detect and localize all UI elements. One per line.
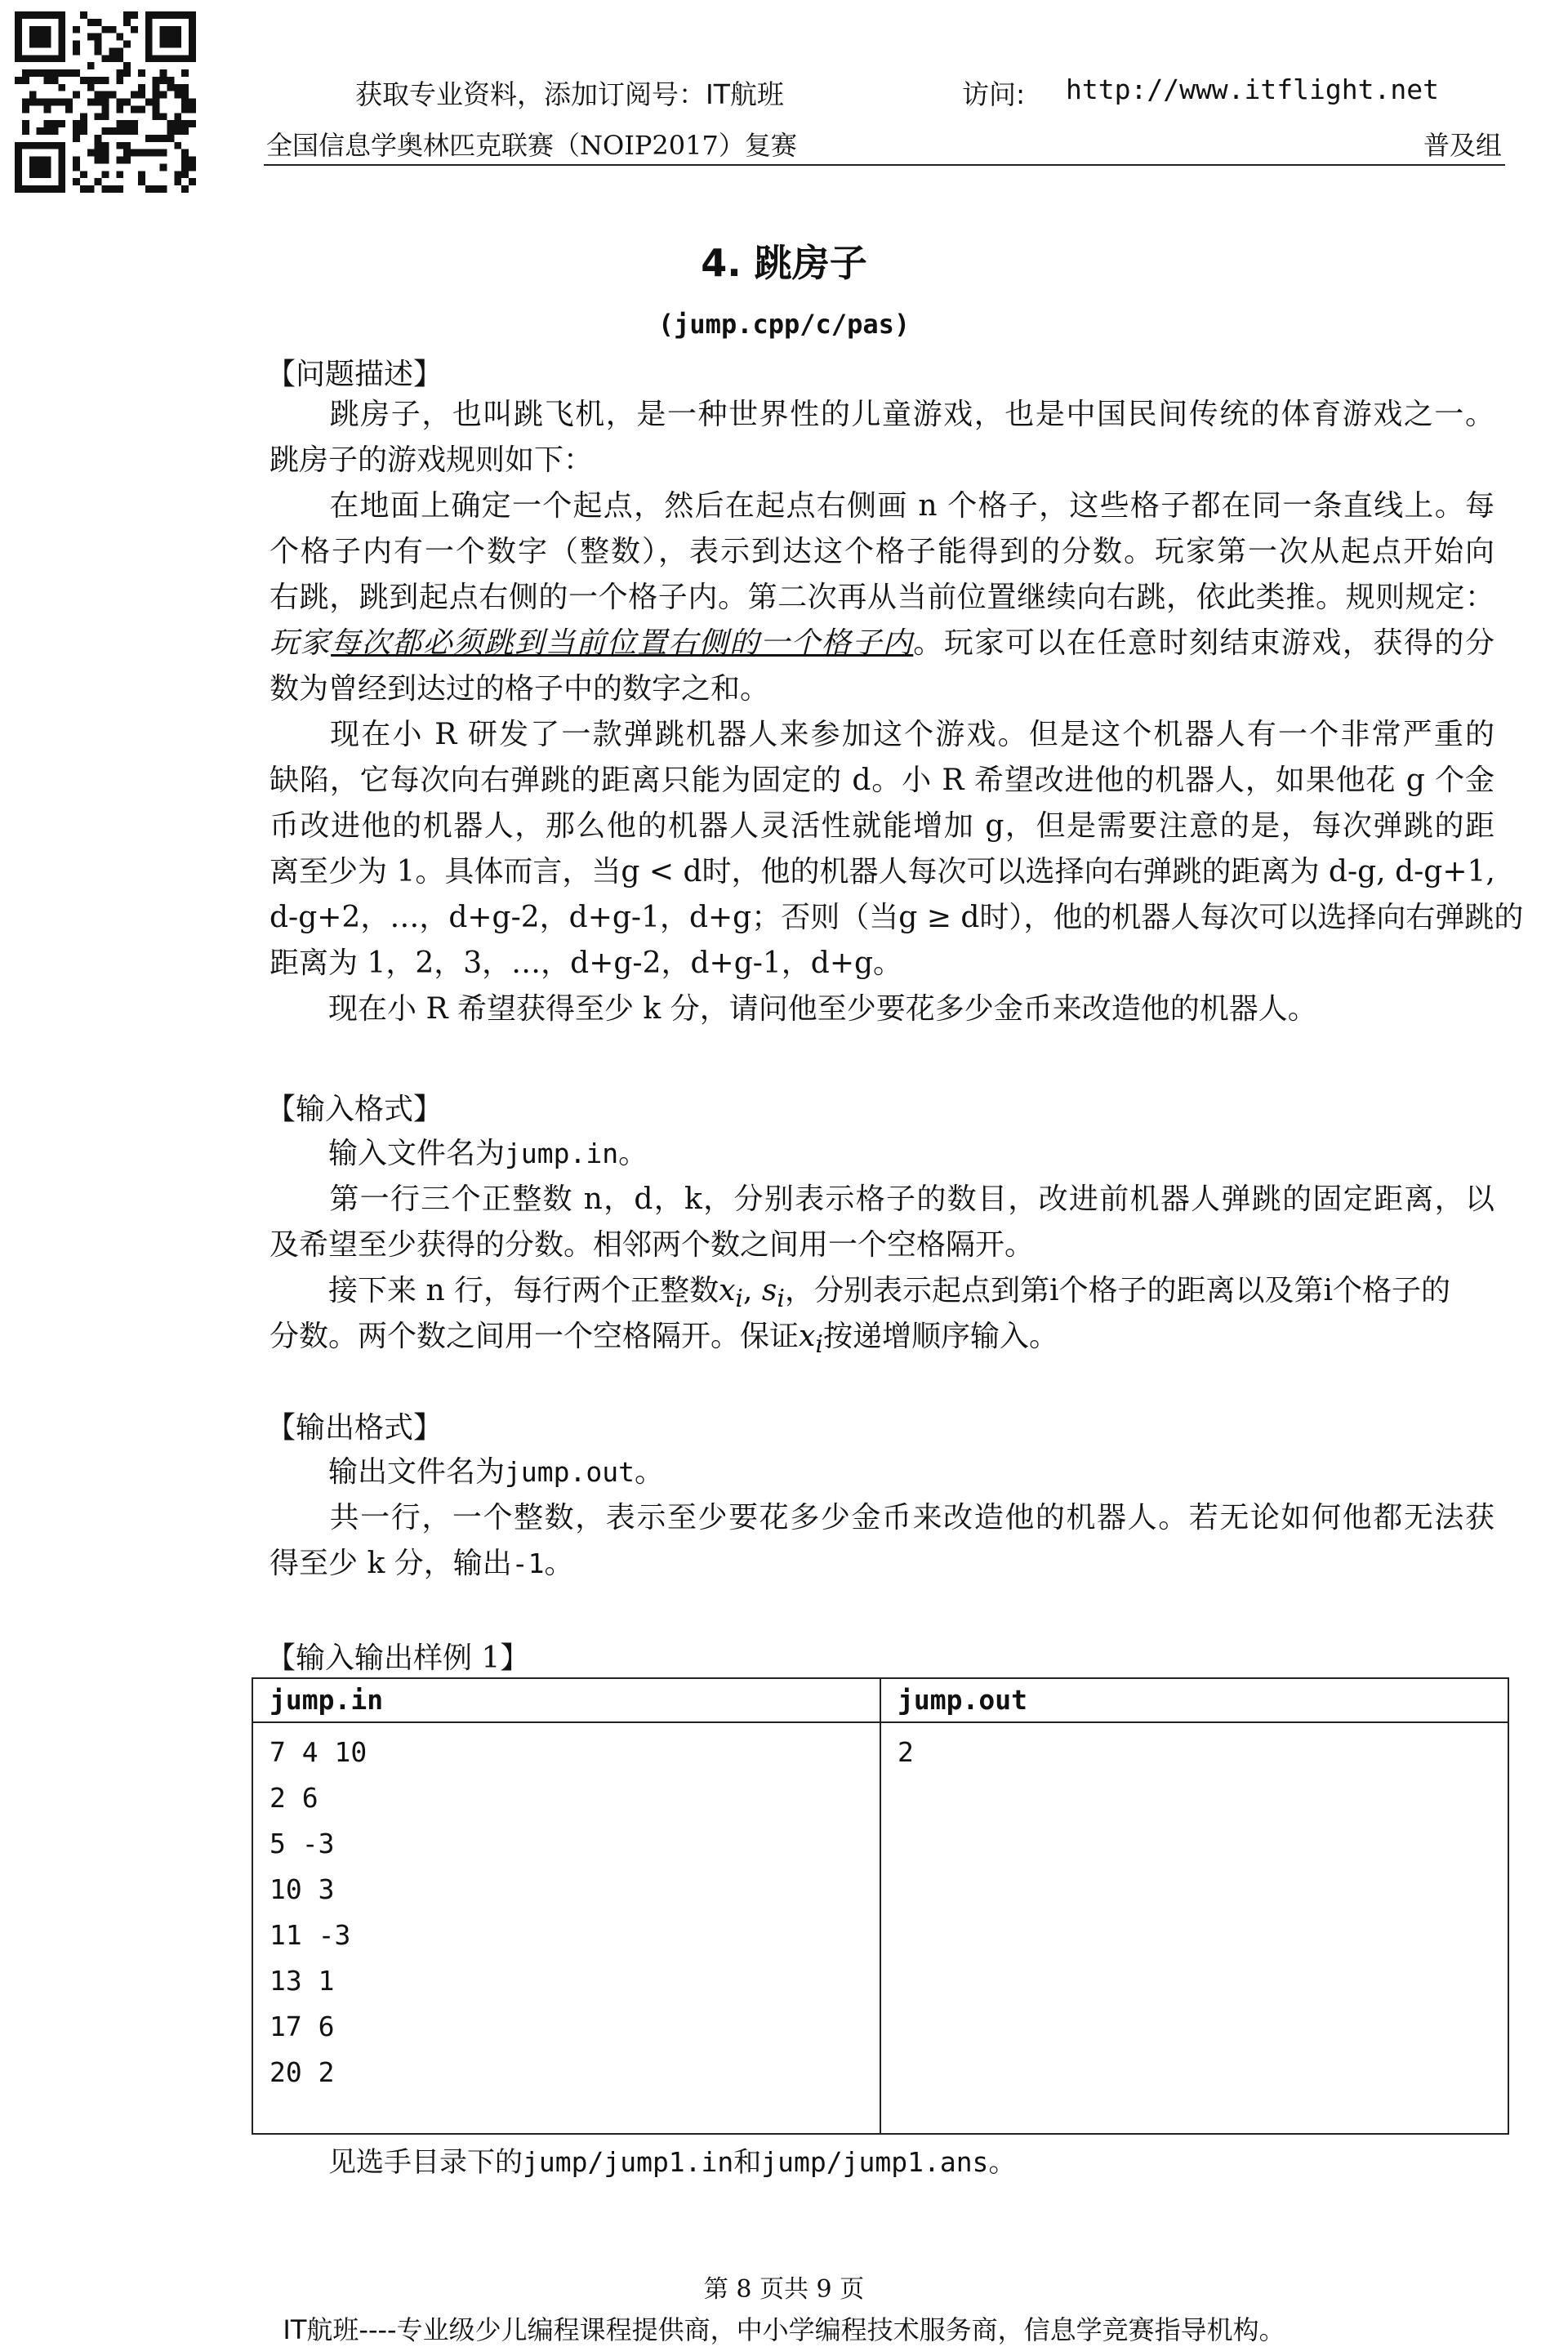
footer-promo: IT航班----专业级少儿编程课程提供商，中小学编程技术服务商，信息学竞赛指导机构。 bbox=[283, 2314, 1285, 2345]
text-span: 跳房子，也叫跳飞机，是一种世界性的儿童游戏，也是中国民间传统的体育游戏之一。 bbox=[328, 398, 1494, 431]
promo-label: 获取专业资料，添加订阅号：IT航班 bbox=[355, 78, 784, 110]
text-span: 按递增顺序输入。 bbox=[822, 1320, 1058, 1353]
text-span: 右跳，跳到起点右侧的一个格子内。第二次再从当前位置继续向右跳，依此类推。规则规定： bbox=[270, 581, 1494, 614]
math-x: x bbox=[719, 1274, 736, 1307]
emphasis-underlined-text: 每次都必须跳到当前位置右侧的一个格子内 bbox=[331, 626, 914, 660]
text-line bbox=[270, 438, 1494, 483]
sample-out-header-text: jump.out bbox=[898, 1684, 1027, 1716]
math-s: s bbox=[761, 1274, 777, 1307]
emphasis-text: 玩家 bbox=[270, 626, 332, 660]
description-heading: 【问题描述】 bbox=[266, 358, 443, 391]
text-span: 距离为 1，2，3，…，d+g-2，d+g-1，d+g。 bbox=[270, 946, 903, 980]
text-span: 缺陷，它每次向右弹跳的距离只能为固定的 d。小 R 希望改进他的机器人，如果他花 g 个金 bbox=[270, 764, 1494, 797]
running-head-contest: 全国信息学奥林匹克联赛（NOIP2017）复赛 bbox=[266, 130, 797, 161]
text-span: 。 bbox=[634, 1455, 664, 1489]
text-span: 离至少为 1。具体而言，当g < d时，他的机器人每次可以选择向右弹跳的距离为 d-g, d-g+1, bbox=[270, 855, 1495, 888]
text-line bbox=[270, 712, 1494, 758]
text-span: 输入文件名为 bbox=[328, 1137, 506, 1170]
running-head-group: 普及组 bbox=[1423, 130, 1503, 161]
text-span: 得至少 k 分，输出 bbox=[270, 1547, 512, 1580]
text-line bbox=[270, 666, 1494, 712]
text-line bbox=[270, 758, 1494, 804]
text-span: ，分别表示起点到第i个格子的距离以及第i个格子的 bbox=[784, 1274, 1451, 1307]
promo-url-link[interactable]: http://www.itflight.net bbox=[1066, 73, 1439, 105]
text-line bbox=[270, 392, 1494, 438]
text-line bbox=[270, 1268, 1494, 1314]
page-number: 第 8 页共 9 页 bbox=[703, 2275, 865, 2304]
input-format-body bbox=[270, 1131, 1494, 1360]
description-body bbox=[270, 392, 1524, 1032]
text-span: 分数。两个数之间用一个空格隔开。保证 bbox=[270, 1320, 800, 1353]
text-line bbox=[270, 941, 1494, 986]
text-span: 输出文件名为 bbox=[328, 1455, 506, 1489]
sample-out-line: 2 bbox=[898, 1736, 914, 1768]
output-format-heading: 【输出格式】 bbox=[266, 1411, 443, 1445]
text-line bbox=[270, 1314, 1494, 1360]
text-span: 见选手目录下的 bbox=[328, 2146, 523, 2179]
text-line bbox=[270, 1450, 1494, 1495]
text-line bbox=[270, 1222, 1494, 1268]
header-rule bbox=[264, 164, 1505, 166]
problem-filenames: (jump.cpp/c/pas) bbox=[657, 309, 911, 340]
text-span: 接下来 n 行，每行两个正整数 bbox=[328, 1274, 719, 1307]
promo-visit-label: 访问: bbox=[962, 78, 1026, 110]
text-span: 和 bbox=[733, 2146, 762, 2179]
text-line bbox=[270, 986, 1494, 1032]
text-span: 。 bbox=[618, 1137, 648, 1170]
sample-in-line: 13 1 bbox=[270, 1965, 335, 1997]
text-span: 数为曾经到达过的格子中的数字之和。 bbox=[270, 672, 770, 706]
input-format-heading: 【输入格式】 bbox=[266, 1093, 443, 1126]
sample-in-line: 17 6 bbox=[270, 2011, 335, 2042]
sample-table bbox=[252, 1677, 1509, 2135]
math-x: x bbox=[799, 1320, 816, 1353]
sample-heading: 【输入输出样例 1】 bbox=[266, 1641, 530, 1675]
sample-ans-path: jump/jump1.ans bbox=[761, 2146, 989, 2178]
text-span: 。 bbox=[544, 1547, 574, 1580]
math-subscript-i: i bbox=[815, 1330, 823, 1360]
text-line bbox=[270, 1495, 1494, 1541]
text-line bbox=[270, 1131, 1494, 1177]
text-line bbox=[270, 575, 1494, 621]
text-span: 在地面上确定一个起点，然后在起点右侧画 n 个格子，这些格子都在同一条直线上。每 bbox=[328, 489, 1494, 523]
text-span: 个格子内有一个数字（整数），表示到达这个格子能得到的分数。玩家第一次从起点开始向 bbox=[270, 535, 1494, 568]
text-span: 第一行三个正整数 n，d，k，分别表示格子的数目，改进前机器人弹跳的固定距离，以 bbox=[328, 1182, 1494, 1216]
sample-in-line: 11 -3 bbox=[270, 1919, 351, 1951]
sample-in-line: 2 6 bbox=[270, 1782, 318, 1814]
text-span: 现在小 R 希望获得至少 k 分，请问他至少要花多少金币来改造他的机器人。 bbox=[328, 992, 1317, 1026]
text-span: 及希望至少获得的分数。相邻两个数之间用一个空格隔开。 bbox=[270, 1228, 1035, 1262]
math-subscript-i: i bbox=[735, 1285, 743, 1314]
sample-out-cell bbox=[880, 1722, 1508, 2134]
sample-out-header bbox=[880, 1678, 1508, 1722]
text-line bbox=[270, 529, 1494, 575]
sample-note bbox=[270, 2140, 1494, 2185]
text-line bbox=[270, 1177, 1494, 1222]
text-span: 现在小 R 研发了一款弹跳机器人来参加这个游戏。但是这个机器人有一个非常严重的 bbox=[328, 718, 1494, 751]
text-span: 跳房子的游戏规则如下： bbox=[270, 443, 594, 477]
math-subscript-i: i bbox=[777, 1285, 785, 1314]
sample-in-path: jump/jump1.in bbox=[523, 2146, 734, 2178]
qr-code-image bbox=[15, 11, 196, 193]
sample-in-line: 10 3 bbox=[270, 1873, 335, 1905]
sample-in-line: 20 2 bbox=[270, 2056, 335, 2088]
sample-in-line: 5 -3 bbox=[270, 1828, 335, 1859]
text-span: d-g+2，…，d+g-2，d+g-1，d+g；否则（当g ≥ d时），他的机器人每次可以选择向右弹跳的 bbox=[270, 901, 1524, 934]
sample-in-header-text: jump.in bbox=[270, 1684, 384, 1716]
sample-out-lines bbox=[881, 1723, 1508, 1775]
sample-in-header bbox=[252, 1678, 880, 1722]
text-line bbox=[270, 1541, 1494, 1587]
text-span: 。玩家可以在任意时刻结束游戏，获得的分 bbox=[913, 626, 1494, 660]
text-line bbox=[270, 483, 1494, 529]
problem-title: 4. 跳房子 bbox=[701, 241, 867, 285]
sample-in-line: 7 4 10 bbox=[270, 1736, 368, 1768]
sample-in-cell bbox=[252, 1722, 880, 2134]
text-line bbox=[270, 2140, 1494, 2185]
output-format-body bbox=[270, 1450, 1494, 1587]
text-line bbox=[270, 804, 1494, 849]
text-line bbox=[270, 621, 1494, 666]
sample-in-lines bbox=[253, 1723, 880, 2095]
output-filename: jump.out bbox=[505, 1456, 635, 1488]
output-code: -1 bbox=[511, 1548, 545, 1579]
input-filename: jump.in bbox=[505, 1138, 619, 1169]
text-span: 共一行，一个整数，表示至少要花多少金币来改造他的机器人。若无论如何他都无法获 bbox=[328, 1501, 1494, 1534]
text-line bbox=[270, 849, 1494, 895]
text-span: 。 bbox=[988, 2146, 1017, 2179]
text-span: 币改进他的机器人，那么他的机器人灵活性就能增加 g，但是需要注意的是，每次弹跳的距 bbox=[270, 809, 1494, 843]
text-line bbox=[270, 895, 1524, 941]
text-span: , bbox=[743, 1274, 762, 1307]
